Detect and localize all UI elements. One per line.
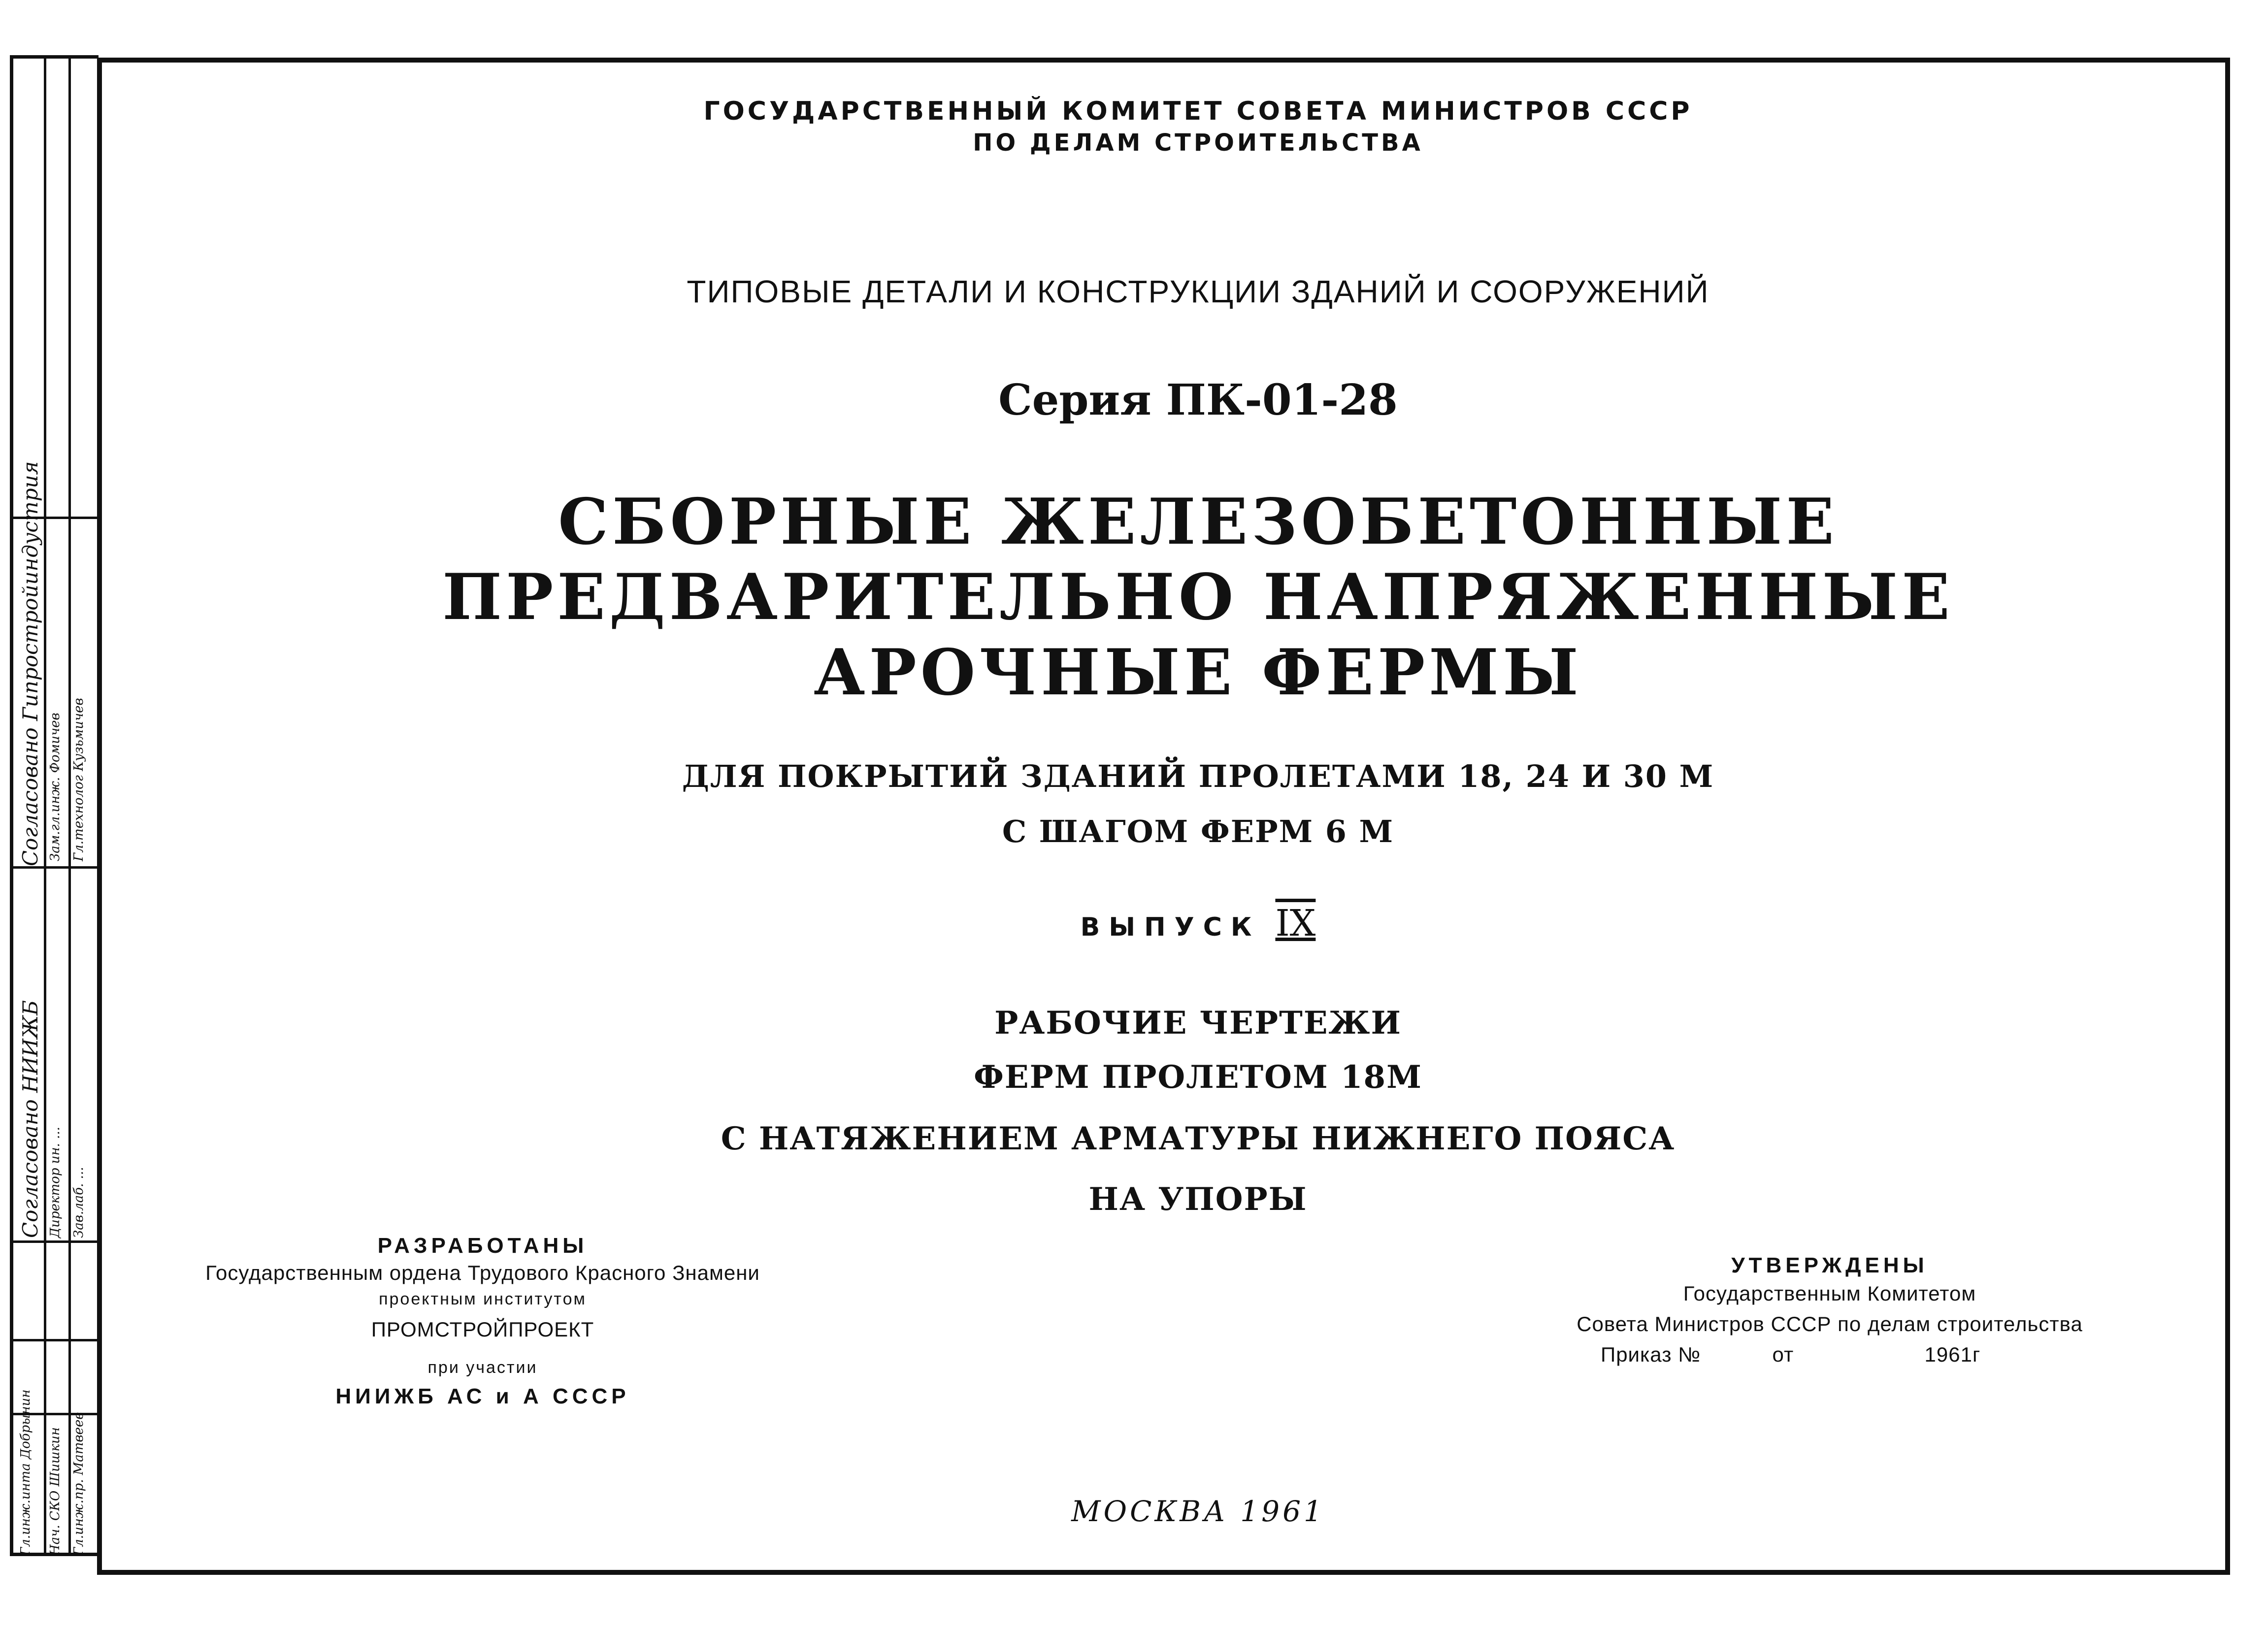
series-number: Серия ПК-01-28 [998,375,1398,425]
order-year: 1961г [1924,1343,1981,1366]
participation-label: при участии [427,1358,538,1377]
strip-divider [13,1240,99,1243]
subtitle-line-2: С ШАГОМ ФЕРМ 6 М [1002,814,1394,849]
title-line-2: ПРЕДВАРИТЕЛЬНО НАПРЯЖЕННЫЕ [442,560,1954,634]
agreed-1-signer-b: Гл.технолог Кузьмичев [71,698,86,861]
typical-details-heading: ТИПОВЫЕ ДЕТАЛИ И КОНСТРУКЦИИ ЗДАНИЙ И СООРУЖЕНИЙ [687,274,1709,309]
order-label: Приказ № [1601,1343,1701,1366]
committee-line-1: ГОСУДАРСТВЕННЫЙ КОМИТЕТ СОВЕТА МИНИСТРОВ СССР [703,97,1693,126]
agreed-1-signer-a: Зам.гл.инж. Фомичев [48,713,63,861]
drawings-line-3: С НАТЯЖЕНИЕМ АРМАТУРЫ НИЖНЕГО ПОЯСА [721,1120,1676,1157]
issue-label: ВЫПУСК [1080,912,1261,942]
title-line-1: СБОРНЫЕ ЖЕЛЕЗОБЕТОННЫЕ [558,485,1838,559]
footer-city-year: МОСКВА 1961 [1071,1495,1325,1528]
signature-3: Гл.инж.пр. Матвеев [71,1412,86,1556]
partner-institute: НИИЖБ АС и А СССР [335,1384,630,1408]
committee-line-2: ПО ДЕЛАМ СТРОИТЕЛЬСТВА [973,129,1423,157]
approved-line-1: Государственным Комитетом [1683,1282,1976,1305]
agreed-2-signer-b: Зав.лаб. ... [71,1167,86,1238]
agreed-1-label: Согласовано Гипростройиндустрия [18,461,42,866]
drawings-line-4: НА УПОРЫ [1088,1181,1308,1218]
signature-1: Гл.инж.инта Добрынин [18,1389,33,1556]
subtitle-line-1: ДЛЯ ПОКРЫТИЙ ЗДАНИЙ ПРОЛЕТАМИ 18, 24 И 30 М [682,758,1714,794]
developed-line-2: проектным институтом [379,1290,587,1308]
strip-divider [13,1339,99,1341]
order-line [1478,1343,2182,1367]
strip-divider [44,59,46,1553]
strip-divider [13,866,99,869]
agreed-2-label: Согласовано НИИЖБ [18,1000,42,1238]
developed-block [163,1234,803,1409]
developed-institute: ПРОМСТРОЙПРОЕКТ [371,1318,594,1341]
issue-line [64,902,2268,945]
approved-block [1478,1253,2182,1367]
issue-number: IX [1275,902,1316,945]
title-line-3: АРОЧНЫЕ ФЕРМЫ [814,636,1582,710]
developed-heading: РАЗРАБОТАНЫ [377,1234,588,1258]
developed-line-1: Государственным ордена Трудового Красного Знамени [205,1261,760,1284]
approved-line-2: Совета Министров СССР по делам строительства [1577,1312,2083,1336]
drawings-line-2: ФЕРМ ПРОЛЕТОМ 18М [974,1059,1422,1096]
approved-heading: УТВЕРЖДЕНЫ [1731,1253,1928,1277]
agreed-2-signer-a: Директор ин. ... [48,1127,63,1238]
signature-2: Нач. СКО Шишкин [48,1427,63,1556]
order-from: от [1772,1343,1794,1366]
drawings-line-1: РАБОЧИЕ ЧЕРТЕЖИ [994,1005,1402,1042]
